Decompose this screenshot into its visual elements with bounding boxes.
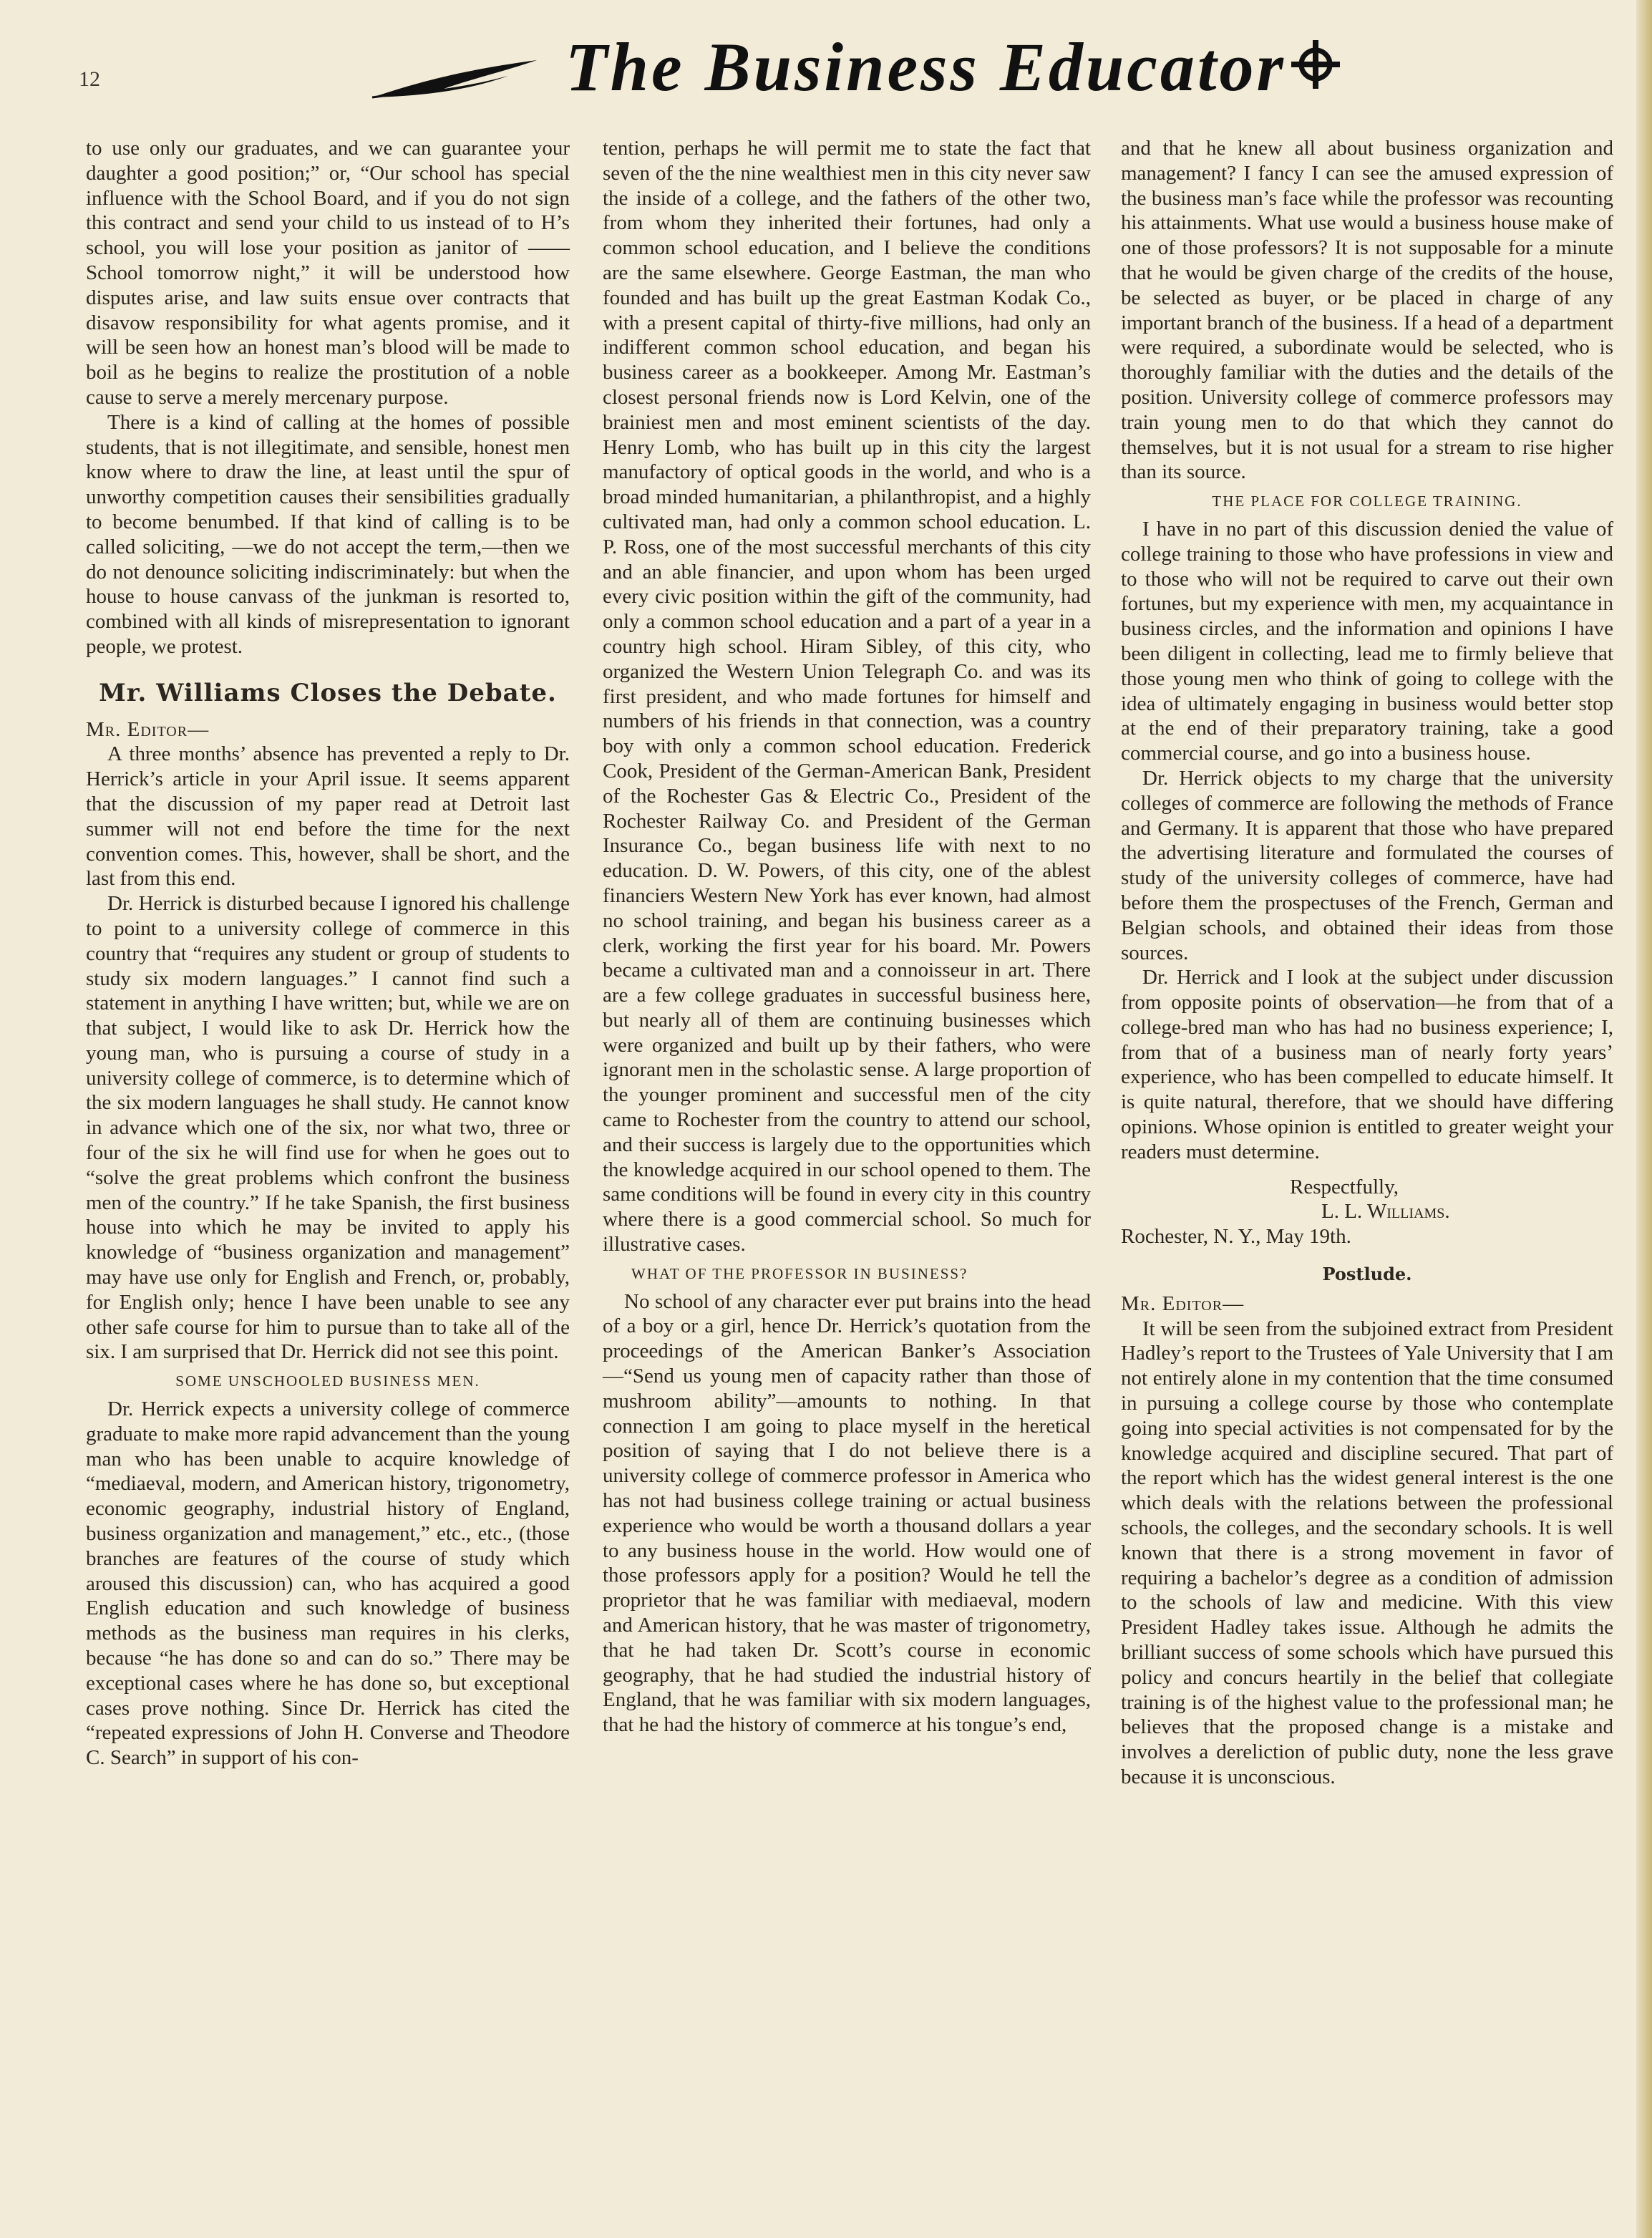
paragraph: tention, perhaps he will permit me to state the fact that seven of the the nine wealthiest men in this city never saw the inside of a college, and the fathers of the other two, from whom they inherited their fortunes, had only a common school education, and I believe the conditions are the same elsewhere. George Eastman, the man who founded and has built up the great Eastman Kodak Co., with a present capital of thirty-five millions, had only an indifferent common school education, and began his business career as a bookkeeper. Among Mr. Eastman’s closest personal friends now is Lord Kelvin, one of the brainiest men and most eminent scientists of the day. Henry Lomb, who has built up in this city the largest manufactory of optical goods in the world, and who is a broad minded humanitarian, a philanthropist, and a highly cultivated man, had only a common school education. L. P. Ross, one of the most successful merchants of this city and an able financier, and upon whom has been urged every civic position within the gift of the community, had only a common school education and a part of a year in a country high school. Hiram Sibley, of this city, who organized the Western Union Telegraph Co. and was its first president, and who made fortunes for himself and numbers of his friends in that connection, was a country boy with only a common school education. Frederick Cook, President of the German-American Bank, President of the Rochester Gas & Electric Co., President of the Rochester Railway Co. and President of the German Insurance Co., began business life with next to no education. D. W. Powers, of this city, one of the ablest financiers Western New York has ever known, had almost no school training, and began his business career as a clerk, working the first year for his board. Mr. Powers became a cultivated man and a connoisseur in art. There are a few college graduates in successful business here, but nearly all of them are continuing businesses which were organized and built up by their fathers, who were ignorant men in the scholastic sense. A large proportion of the younger prominent and successful men of the city came to Rochester from the country to attend our school, and their success is largely due to the opportunities which the knowledge acquired in our school opened to them. The same conditions will be found in every city in this country where there is a good commercial school. So much for illustrative cases.	[603, 137, 1091, 1256]
column-2	[603, 136, 1091, 2212]
ornament-icon	[1288, 37, 1343, 92]
signer-name: L. L. Williams.	[1321, 1200, 1450, 1224]
salutation: Mr. Editor—	[86, 717, 210, 741]
page-edge	[1636, 0, 1652, 2238]
page-header	[79, 27, 1338, 105]
paragraph: I have in no part of this discussion denied the value of college training to those who have professions in view and to those who will not be required to carve out their own fortunes, but my experience with men, my acquaintance in business circles, and the information and opinions I have been diligent in collecting, lead me to firmly believe that those young men who think of going to college with the idea of ultimately engaging in business would better stop at the end of their preparatory training, take a good commercial course, and go into a business house.	[1121, 517, 1613, 765]
paragraph: Dr. Herrick expects a university college of commerce graduate to make more rapid advancement than the young man who has been unable to acquire knowledge of “mediaeval, modern, and American history, trigonometry, economic geography, industrial history of England, business organization and management,” etc., etc., (those branches are features of the course of study which aroused this discussion) can, who has acquired a good English education and such knowledge of business methods as the business man requires in his clerks, because “he has done so and can do so.” There may be exceptional cases where he has done so, but exceptional cases prove nothing. Since Dr. Herrick has cited the “repeated expressions of John H. Converse and Theodore C. Search” in support of his con-	[86, 1397, 570, 1770]
paragraph: A three months’ absence has prevented a reply to Dr. Herrick’s article in your April issue. It seems apparent that the discussion of my paper read at Detroit last summer will not end before the time for the next convention comes. This, however, shall be short, and the last from this end.	[86, 742, 570, 891]
paragraph: and that he knew all about business organization and management? I fancy I can see the amused expression of the business man’s face while the professor was recounting his attainments. What use would a business house make of one of those professors? It is not supposable for a minute that he would be given charge of the credits of the house, be selected as buyer, or be placed in charge of any important branch of the business. If a head of a department were required, a subordinate would be selected, who is thoroughly familiar with the duties and the details of the position. University college of commerce professors may train young men to do that which they cannot do themselves, but it is not usual for a stream to rise higher than its source.	[1121, 137, 1613, 484]
paragraph: There is a kind of calling at the homes of possible students, that is not illegitimate, and sensible, honest men know where to draw the line, at least until the spur of unworthy competition causes their sensibilities gradually to become benumbed. If that kind of calling is to be called soliciting, —we do not accept the term,—then we do not denounce soliciting indiscriminately: but when the house to house canvass of the junkman is resorted to, combined with all kinds of misrepresentation to ignorant people, we protest.	[86, 410, 570, 658]
page-number: 12	[79, 67, 100, 91]
paragraph: Dr. Herrick and I look at the subject under discussion from opposite points of observation—he from that of a college-bred man who has had no business experience; I, from that of a business man of nearly forty years’ experience, who has been compelled to educate himself. It is quite natural, therefore, that we should have differing opinions. Whose opinion is entitled to greater weight your readers must determine.	[1121, 966, 1613, 1163]
place-date: Rochester, N. Y., May 19th.	[1121, 1225, 1351, 1249]
signature-block	[1121, 1175, 1613, 1249]
subheading: SOME UNSCHOOLED BUSINESS MEN.	[175, 1372, 480, 1390]
paragraph: No school of any character ever put brains into the head of a boy or a girl, hence Dr. Herrick’s quotation from the proceedings of the American Banker’s Association—“Send us young men of capacity rather than those of mushroom ability”—amounts to nothing. In that connection I am going to place myself in the heretical position of saying that I do not believe there is a university college of commerce professor in America who has not had business college training or actual business experience who would be worth a thousand dollars a year to any business house in the world. How would one of those professors apply for a position? Would he tell the proprietor that he was familiar with mediaeval, modern and American history, that he was master of trigonometry, that he had taken Dr. Scott’s course in economic geography, that he had studied the industrial history of England, that he was familiar with six modern languages, that he had the history of commerce at his tongue’s end,	[603, 1289, 1091, 1737]
article-title: Mr. Williams Closes the Debate.	[99, 678, 557, 707]
section-title: Postlude.	[1322, 1264, 1412, 1285]
column-3	[1121, 136, 1613, 2212]
subheading: THE PLACE FOR COLLEGE TRAINING.	[1212, 493, 1522, 510]
paragraph: Dr. Herrick objects to my charge that the university colleges of commerce are following the methods of France and Germany. It is apparent that those who have prepared the advertising literature and formulated the courses of study of the university colleges of commerce, have had before them the prospectuses of the French, German and Belgian schools, and obtained their ideas from those sources.	[1121, 766, 1613, 964]
quill-pen-icon	[365, 57, 544, 100]
masthead-title: The Business Educator	[565, 29, 1286, 105]
paragraph: to use only our graduates, and we can guarantee your daughter a good position;” or, “Our school has special influence with the School Board, and if you do not sign this contract and send your child to us instead of to H’s school, you will lose your position as janitor of —— School tomorrow night,” it will be understood how disputes arise, and law suits ensue over contracts that disavow responsibility for what agents promise, and it will be seen how an honest man’s blood will be made to boil as he begins to realize the prostitution of a noble cause to serve a merely mercenary purpose.	[86, 137, 570, 409]
column-1	[86, 136, 570, 2212]
closing: Respectfully,	[1290, 1175, 1399, 1198]
paragraph: Dr. Herrick is disturbed because I ignored his challenge to point to a university college of commerce in this country that “requires any student or group of students to study six modern languages.” I cannot find such a statement in anything I have written; but, while we are on that subject, I would like to ask Dr. Herrick how the young man, who is pursuing a course of study in a university college of commerce, is to determine which of the six modern languages he shall study. He cannot know in advance which one of the six, nor what two, three or four of the six he will find use for when he goes out to “solve the great problems which confront the business men of the country.” If he take Spanish, the first business house into which he may be invited to apply his knowledge of “business organization and management” may have use only for English and French, or, probably, for English only; hence I have been unable to see any other safe course for him to pursue than to take all of the six. I am surprised that Dr. Herrick did not see this point.	[86, 892, 570, 1364]
paragraph: It will be seen from the subjoined extract from President Hadley’s report to the Trustees of Yale University that I am not entirely alone in my contention that the time consumed in pursuing a college course by those who contemplate going into special activities is not compensated for by the knowledge acquired and discipline secured. That part of the report which has the widest general interest is the one which deals with the relations between the professional schools, the colleges, and the secondary schools. It is well known that there is a strong movement in favor of requiring a bachelor’s degree as a condition of admission to the schools of law and medicine. With this view President Hadley takes issue. Although he admits the brilliant success of some schools which have pursued this policy and concurs heartily in the belief that collegiate training is of the highest value to the professional man; he believes that the proposed change is a mistake and involves a dereliction of public duty, none the less grave because it is unconscious.	[1121, 1317, 1613, 1788]
subheading: WHAT OF THE PROFESSOR IN BUSINESS?	[631, 1264, 968, 1282]
salutation: Mr. Editor—	[1121, 1292, 1245, 1315]
